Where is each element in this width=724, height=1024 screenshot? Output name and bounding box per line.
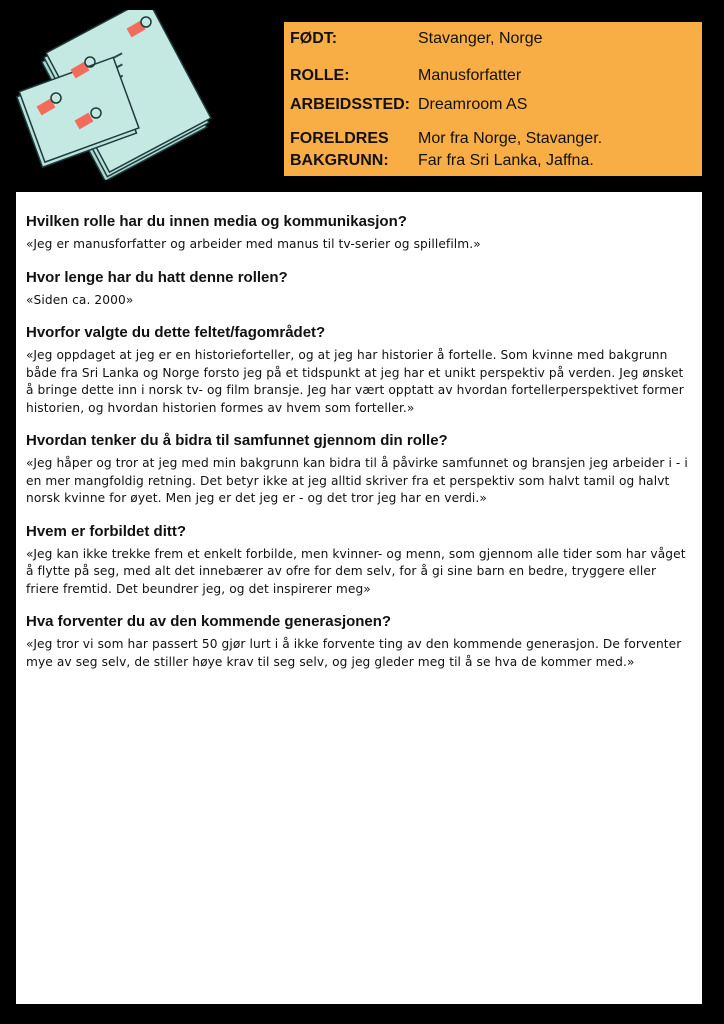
question: Hva forventer du av den kommende generasjonen? [26,613,392,630]
qa-item [26,431,690,508]
answer: «Jeg håper og tror at jeg med min bakgrunn kan bidra til å påvirke samfunnet og bransjen jeg arbeider i - i en mer mangfoldig retning. Det betyr ikke at jeg alltid skriver fra et perspektiv som halvt tamil og halvt norsk kvinne for øyet. Men jeg er det jeg er - og det tror jeg har en verdi.» [26,456,688,505]
qa-item [26,212,690,254]
answer: «Jeg kan ikke trekke frem et enkelt forbilde, men kvinner- og menn, som gjennom alle tider som har våget å flytte på seg, med alt det innebærer av ofre for dem selv, for å gi sine barn en bedre, tryggere eller friere fremtid. Det beundrer jeg, og det inspirerer meg» [26,546,686,596]
qa-item [26,268,690,310]
question: Hvilken rolle har du innen media og kommunikasjon? [26,213,407,230]
answer: «Jeg tror vi som har passert 50 gjør lurt i å ikke forvente ting av den kommende generasjon. De forventer mye av seg selv, de stiller høye krav til seg selv, og jeg gleder meg til å se hva de kommer med.» [26,637,682,669]
question: Hvordan tenker du å bidra til samfunnet gjennom din rolle? [26,432,448,449]
info-label: ROLLE: [290,67,350,84]
answer: «Siden ca. 2000» [26,292,134,307]
qa-item [26,522,690,599]
info-label: FORELDRES BAKGRUNN: [290,130,389,169]
question: Hvorfor valgte du dette feltet/fagområdet? [26,324,326,341]
answer: «Jeg oppdaget at jeg er en historieforteller, og at jeg har historier å fortelle. Som kvinne med bakgrunn både fra Sri Lanka og Norge forsto jeg på et tidspunkt at jeg har et unikt perspektiv på verden. Jeg ønsket å bringe dette inn i norsk tv- og film bransje. Jeg har vært opptatt av hvordan fortellerperspektivet former historien, og hvordan historien formes av hvem som forteller.» [26,348,684,415]
profile-info-box [284,22,702,176]
qa-item [26,612,690,671]
info-value: Stavanger, Norge [418,30,543,47]
info-label: FØDT: [290,30,338,47]
qa-item [26,323,690,417]
interview-content [16,192,702,1004]
answer: «Jeg er manusforfatter og arbeider med manus til tv-serier og spillefilm.» [26,237,481,251]
info-value: Manusforfatter [418,67,522,84]
info-value: Mor fra Norge, Stavanger. Far fra Sri Lanka, Jaffna. [418,130,603,169]
question: Hvor lenge har du hatt denne rollen? [26,268,288,286]
info-label: ARBEIDSSTED: [290,96,411,113]
question: Hvem er forbildet ditt? [26,522,187,540]
info-value: Dreamroom AS [418,96,528,113]
paper-stack-illustration [10,10,235,180]
documents-icon [10,10,235,180]
